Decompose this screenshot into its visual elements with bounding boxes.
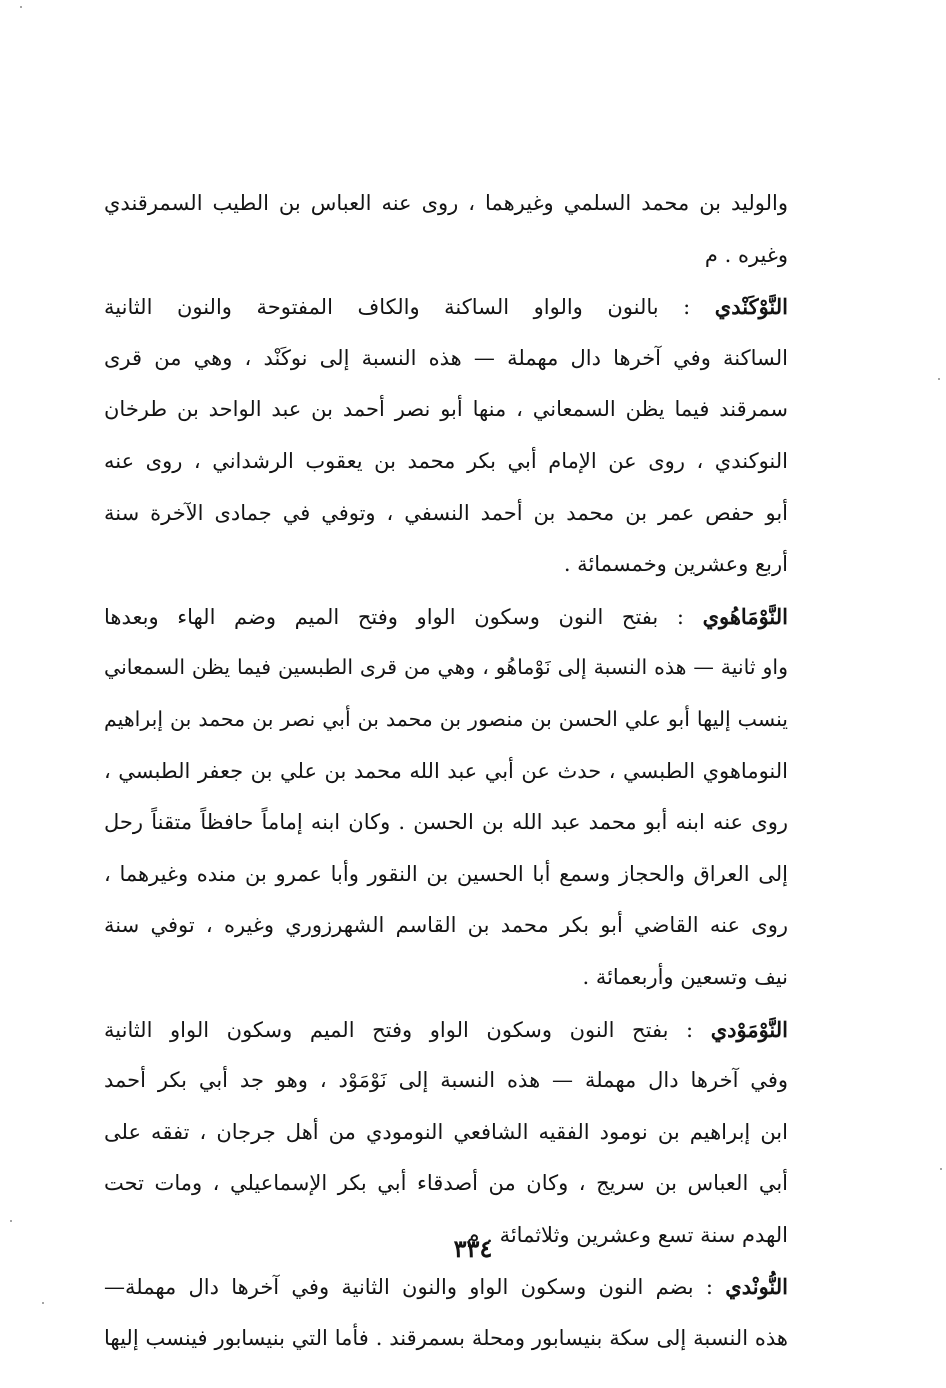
line-text: والوليد بن محمد السلمي وغيرهما ، روى عنه العباس بن الطيب السمرقندي [104, 191, 788, 215]
text-line [104, 746, 788, 798]
text-line [104, 591, 788, 643]
line-text: ينسب إليها أبو علي الحسن بن منصور بن محمد بن أبي نصر بن محمد بن إبراهيم [104, 706, 788, 731]
text-line [104, 694, 788, 746]
line-text: أربع وعشرين وخمسمائة . [563, 552, 788, 577]
line-text: وغيره . م [704, 242, 788, 267]
text-line [104, 1055, 788, 1107]
entry-heading: النَّوْمَاهُوي [702, 603, 788, 629]
text-line [104, 230, 788, 282]
paper-speck [20, 6, 22, 8]
text-line [104, 539, 788, 591]
line-text: روى عنه القاضي أبو بكر محمد بن القاسم الشهرزوري وغيره ، توفي سنة [104, 913, 788, 938]
text-line [104, 900, 788, 952]
line-text: الساكنة وفي آخرها دال مهملة — هذه النسبة إلى نوكَنْد ، وهي من قرى [104, 345, 788, 370]
line-text: روى عنه ابنه أبو محمد عبد الله بن الحسن . وكان ابنه إماماً حافظاً متقناً رحل [104, 810, 788, 835]
text-line [104, 1004, 788, 1056]
line-text: إلى العراق والحجاز وسمع أبا الحسين بن النقور وأبا عمرو بن منده وغيرهما ، [104, 861, 788, 886]
text-line [104, 1158, 788, 1210]
text-line [104, 333, 788, 385]
paper-speck [940, 1168, 942, 1170]
text-line [104, 1261, 788, 1313]
entry-heading: النَّوْمَوْدي [710, 1016, 788, 1042]
line-text: : بفتح النون وسكون الواو وفتح الميم وضم الهاء وبعدها [104, 604, 703, 629]
text-line [104, 488, 788, 540]
line-text: هذه النسبة إلى سكة بنيسابور ومحلة بسمرقند . فأما التي بنيسابور فينسب إليها [104, 1326, 788, 1351]
body-text [104, 178, 788, 1365]
paper-speck [10, 1220, 12, 1222]
entry-heading: النُّونْدي [725, 1274, 788, 1300]
text-line [104, 1107, 788, 1159]
line-text: النوماهوي الطبسي ، حدث عن أبي عبد الله محمد بن علي بن جعفر الطبسي ، [104, 758, 788, 783]
text-line [104, 281, 788, 333]
text-line [104, 642, 788, 694]
line-text: سمرقند فيما يظن السمعاني ، منها أبو نصر أحمد بن عبد الواحد بن طرخان [104, 397, 788, 422]
text-line [104, 436, 788, 488]
line-text: ابن إبراهيم بن نومود الفقيه الشافعي النومودي من أهل جرجان ، تفقه على [104, 1119, 788, 1144]
text-line [104, 849, 788, 901]
text-line [104, 384, 788, 436]
line-text: : بفتح النون وسكون الواو وفتح الميم وسكون الواو الثانية [104, 1017, 711, 1042]
text-line [104, 178, 788, 230]
line-text: واو ثانية — هذه النسبة إلى نَوْماهُو ، وهي من قرى الطبسين فيما يظن السمعاني [104, 655, 788, 680]
text-line [104, 952, 788, 1004]
text-line [104, 797, 788, 849]
line-text: الهدم سنة تسع وعشرين وثلاثمائة . م [466, 1222, 788, 1247]
entry-heading: النَّوْكَنْدي [714, 294, 788, 320]
paper-speck [938, 378, 940, 380]
line-text: النوكندي ، روى عن الإمام أبي بكر محمد بن يعقوب الرشداني ، روى عنه [104, 448, 788, 473]
line-text: أبو حفص عمر بن محمد بن أحمد النسفي ، وتوفي في جمادى الآخرة سنة [104, 500, 788, 525]
line-text: نيف وتسعين وأربعمائة . [582, 964, 788, 989]
text-line [104, 1313, 788, 1365]
paper-speck [42, 1302, 44, 1304]
line-text: أبي العباس بن سريج ، وكان من أصدقاء أبي بكر الإسماعيلي ، ومات تحت [104, 1171, 788, 1196]
line-text: : بضم النون وسكون الواو والنون الثانية وفي آخرها دال مهملة— [104, 1275, 726, 1300]
line-text: وفي آخرها دال مهملة — هذه النسبة إلى نَوْمَوْد ، وهو جد أبي بكر أحمد [104, 1068, 788, 1093]
page-number: ٣٣٤ [453, 1234, 493, 1263]
line-text: : بالنون والواو الساكنة والكاف المفتوحة والنون الثانية [104, 295, 715, 320]
